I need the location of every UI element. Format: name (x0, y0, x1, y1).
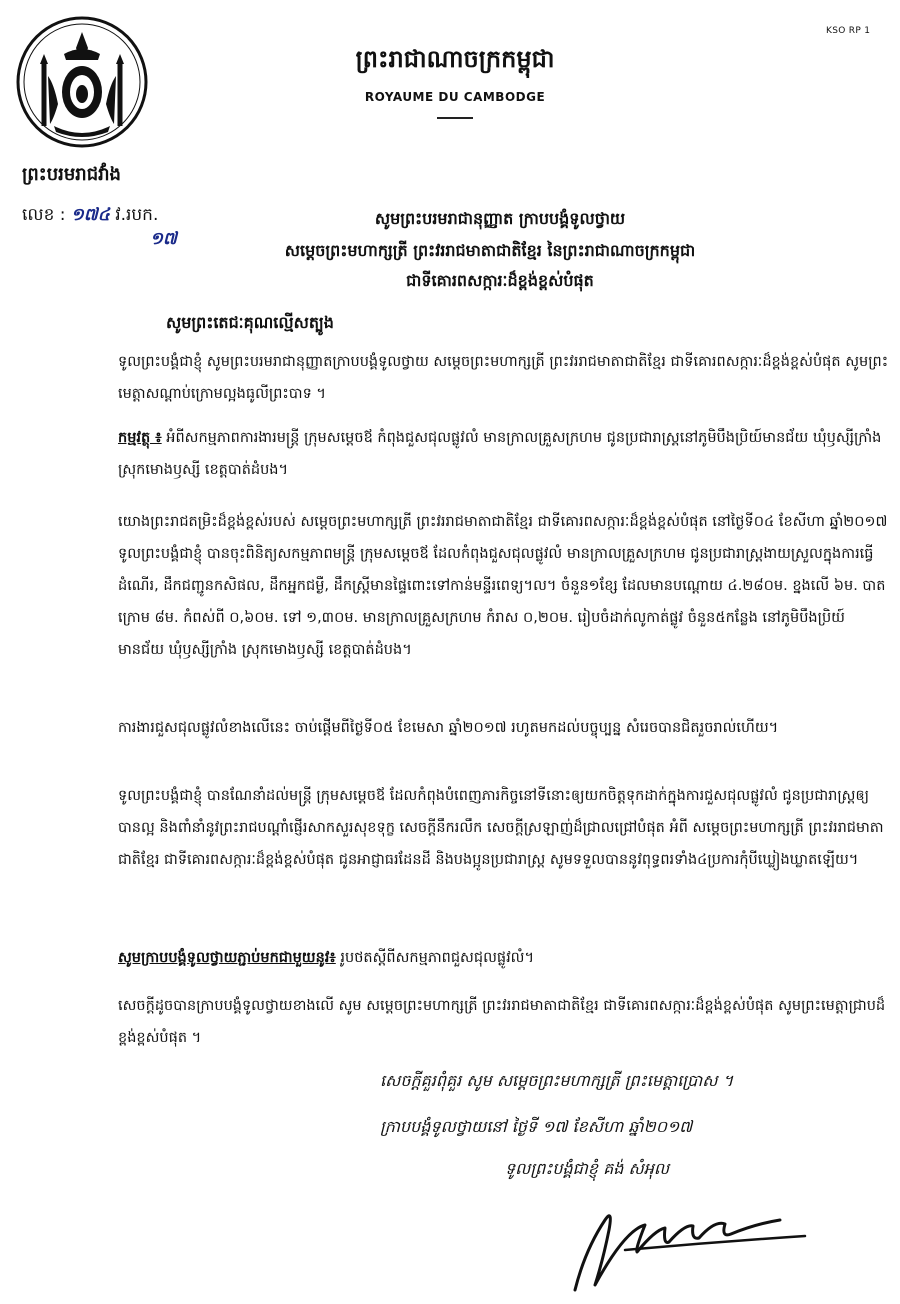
form-code: KSO RP 1 (826, 26, 871, 36)
subject-text: អំពីសកម្មភាពការងារមន្ត្រី ក្រុមសម្តេចឪ កំពុងជួសជុលផ្លូវលំ មានក្រាលគ្រួសក្រហម ជូនប្រជារាស្ត្រនៅភូមិបឹងប្រិយ៍មានជ័យ ឃុំឫស្សីក្រាំង ស្រុកមោងឫស្សី ខេត្តបាត់ដំបង។ (118, 430, 882, 478)
closing-paragraph: សេចក្តីដូចបានក្រាបបង្គំទូលថ្វាយខាងលើ សូម សម្តេចព្រះមហាក្សត្រី ព្រះវររាជមាតាជាតិខ្មែរ ជាទីគោរពសក្ការៈដ៏ខ្ពង់ខ្ពស់បំផុត សូមព្រះមេត្តាជ្រាបដ៏ខ្ពង់ខ្ពស់បំផុត ។ (118, 998, 886, 1046)
address-line-1: សូមព្រះបរមរាជានុញ្ញាត ក្រាបបង្គំទូលថ្វាយ (374, 209, 626, 228)
ref-year-handwritten: ១៧ (150, 229, 177, 249)
handwritten-signature (565, 1190, 815, 1300)
kingdom-title-fr: ROYAUME DU CAMBODGE (364, 90, 546, 104)
address-line-2: សម្តេចព្រះមហាក្សត្រី ព្រះវររាជមាតាជាតិខ្មែរ នៃព្រះរាជាណាចក្រកម្ពុជា (284, 241, 696, 260)
body-paragraph-3: ទូលព្រះបង្គំជាខ្ញុំ បានណែនាំដល់មន្ត្រី ក្រុមសម្តេចឪ ដែលកំពុងបំពេញភារកិច្ចនៅទីនោះឲ្យយកចិត្តទុកដាក់ក្នុងការជួសជុលផ្លូវលំ ជូនប្រជារាស្ត្រឲ្យបានល្អ និងពាំនាំនូវព្រះរាជបណ្តាំផ្ញើរសាកសួរសុខទុក្ខ សេចក្តីនឹករលឹក សេចក្តីស្រឡាញ់ដ៏ជ្រាលជ្រៅបំផុត អំពី សម្តេចព្រះមហាក្សត្រី ព្រះវររាជមាតាជាតិខ្មែរ ជាទីគោរពសក្ការៈដ៏ខ្ពង់ខ្ពស់បំផុត ជូនអាជ្ញាធរដែនដី និងបងប្អូនប្រជារាស្ត្រ សូមទទួលបាននូវពុទ្ធពរទាំង៤ប្រការកុំបីឃ្លៀងឃ្លាតឡើយ។ (118, 788, 884, 868)
greeting: សូមព្រះតេជៈគុណល្មើសត្បូង (166, 313, 334, 332)
royal-seal-emblem (14, 14, 150, 150)
title-divider (437, 117, 473, 119)
subject-label: កម្មវត្ថុ ៖ (118, 430, 162, 446)
body-paragraph-2: ការងារជួសជុលផ្លូវលំខាងលើនេះ ចាប់ផ្តើមពីថ្ងៃទី០៥ ខែមេសា ឆ្នាំ២០១៧ រហូតមកដល់បច្ចុប្បន្ន សំរេចបានជិតរួចរាល់ហើយ។ (118, 720, 779, 736)
ref-suffix: វ.របក. (115, 205, 159, 225)
kingdom-title-kh: ព្រះរាជាណាចក្រកម្ពុជា (355, 45, 555, 73)
body-paragraph-1: យោងព្រះរាជតម្រិះដ៏ខ្ពង់ខ្ពស់របស់ សម្តេចព្រះមហាក្សត្រី ព្រះវររាជមាតាជាតិខ្មែរ ជាទីគោរពសក្ការៈដ៏ខ្ពង់ខ្ពស់បំផុត នៅថ្ងៃទី០៤ ខែសីហា ឆ្នាំ២០១៧ ទូលព្រះបង្គំជាខ្ញុំ បានចុះពិនិត្យសកម្មភាពមន្ត្រី ក្រុមសម្តេចឪ ដែលកំពុងជួសជុលផ្លូវលំ មានក្រាលគ្រួសក្រហម ជូនប្រជារាស្ត្រងាយស្រួលក្នុងការធ្វើដំណើរ, ដឹកជញ្ជូនកសិផល, ដឹកអ្នកជម្ងឺ, ដឹកស្ត្រីមានផ្ទៃពោះទៅកាន់មន្ទីរពេទ្យ។ល។ ចំនួន១ខ្សែ ដែលមានបណ្តោយ ៤.២៨០ម. ខ្នងលើ ៦ម. បាតក្រោម ៨ម. កំពស់ពី ០,៦០ម. ទៅ ១,៣០ម. មានក្រាលគ្រួសក្រហម កំរាស ០,២០ម. រៀបចំដាក់លូកាត់ផ្លូវ ចំនួន៥កន្លែង នៅភូមិបឹងប្រិយ៍មានជ័យ ឃុំឫស្សីក្រាំង ស្រុកមោងឫស្សី ខេត្តបាត់ដំបង។ (118, 514, 888, 658)
reference-number (22, 204, 158, 229)
enclosure-paragraph (118, 942, 890, 974)
issuing-office: ព្រះបរមរាជវាំង (22, 164, 121, 185)
subject-paragraph (118, 422, 890, 486)
enclosure-label: សូមក្រាបបង្គំទូលថ្វាយភ្ជាប់មកជាមួយនូវ៖ (118, 950, 336, 966)
enclosure-text: រូបថតស្តីពីសកម្មភាពជួសជុលផ្លូវលំ។ (340, 950, 535, 966)
intro-paragraph: ទូលព្រះបង្គំជាខ្ញុំ សូមព្រះបរមរាជានុញ្ញាតក្រាបបង្គំទូលថ្វាយ សម្តេចព្រះមហាក្សត្រី ព្រះវររាជមាតាជាតិខ្មែរ ជាទីគោរពសក្ការៈដ៏ខ្ពង់ខ្ពស់បំផុត សូមព្រះមេត្តាសណ្តាប់ក្រោមល្អងធូលីព្រះបាទ ។ (118, 354, 889, 402)
ref-number-handwritten: ១៧៤ (70, 205, 110, 225)
signatory-name: ទូលព្រះបង្គំជាខ្ញុំ គង់ សំអុល (505, 1159, 670, 1178)
signature-line-1: សេចក្តីគួរពុំគួរ សូម សម្តេចព្រះមហាក្សត្រី ព្រះមេត្តាប្រោស ។ (380, 1071, 734, 1090)
ref-prefix: លេខ : (22, 205, 66, 225)
address-line-3: ជាទីគោរពសក្ការៈដ៏ខ្ពង់ខ្ពស់បំផុត (406, 271, 594, 290)
signature-line-2: ក្រាបបង្គំទូលថ្វាយនៅ ថ្ងៃទី ១៧ ខែសីហា ឆ្នាំ២០១៧ (380, 1117, 693, 1136)
